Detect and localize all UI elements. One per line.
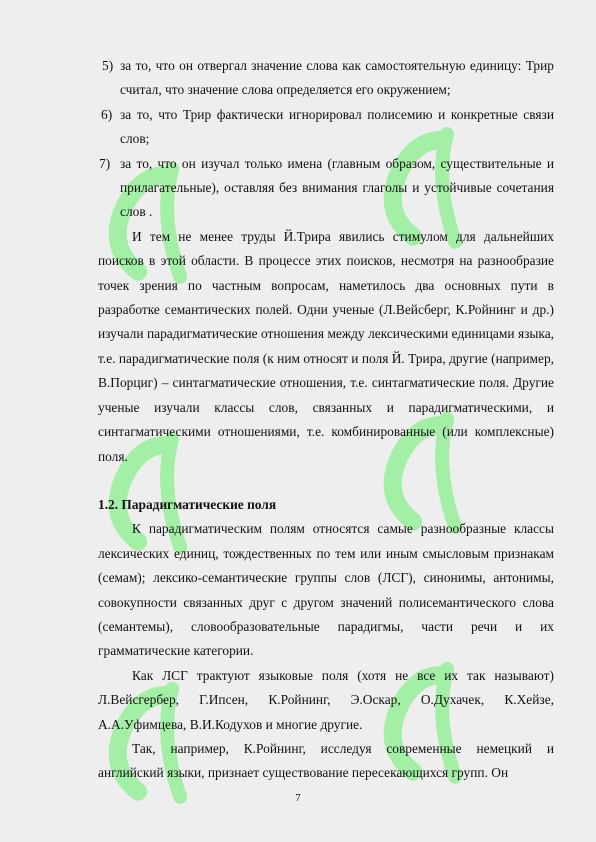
list-item [98, 152, 554, 225]
list-item-text: за то, что он изучал только имена (главным образом, существительные и прилагательные), оставляя без внимания глаголы и устойчивые сочетания слов . [120, 155, 554, 220]
list-item [98, 103, 554, 152]
list-item-number: 5) [102, 58, 114, 73]
list-item-text: за то, что Трир фактически игнорировал полисемию и конкретные связи слов; [120, 106, 554, 147]
body-paragraph: И тем не менее труды Й.Трира явились стимулом для дальнейших поисков в этой области. В процессе этих поисков, несмотря на разнообразие точек зрения по частным вопросам, наметилось два основных пути в разработке семантических полей. Одни ученые (Л.Вейсберг, К.Ройнинг и др.) изучали парадигматические отношения между лексическими единицами языка, т.е. парадигматические поля (к ним относят и поля Й. Трира, другие (например, В.Порциг) – синтагматические отношения, т.е. синтагматические поля. Другие ученые изучали классы слов, связанных и парадигматическими, и синтагматическими отношениями, т.е. комбинированные (или комплексные) поля. [98, 228, 554, 464]
list-item [98, 54, 554, 103]
body-paragraph: Как ЛСГ трактуют языковые поля (хотя не все их так называют) Л.Вейсгербер, Г.Ипсен, К.Ройнинг, Э.Оскар, О.Духачек, К.Хейзе, А.А.Уфимцева, В.И.Кодухов и многие другие. [98, 667, 554, 732]
body-paragraph: К парадигматическим полям относятся самые разнообразные классы лексических единиц, тождественных по тем или иным смысловым признакам (семам); лексико-семантические группы слов (ЛСГ), синонимы, антонимы, совокупности связанных друг с другом значений полисемантического слова (семантемы), словообразовательные парадигмы, части речи и их грамматические категории. [98, 521, 554, 659]
list-item-number: 7) [99, 155, 111, 171]
document-body [98, 54, 554, 786]
body-paragraph: Так, например, К.Ройнинг, исследуя современные немецкий и английский языки, признает существование пересекающихся групп. Он [98, 740, 554, 781]
section-heading: 1.2. Парадигматические поля [98, 496, 277, 512]
page-number: 7 [295, 792, 301, 804]
list-item-text: за то, что он отвергал значение слова как самостоятельную единицу: Трир считал, что значение слова определяется его окружением; [120, 58, 554, 98]
list-item-number: 6) [101, 106, 113, 122]
